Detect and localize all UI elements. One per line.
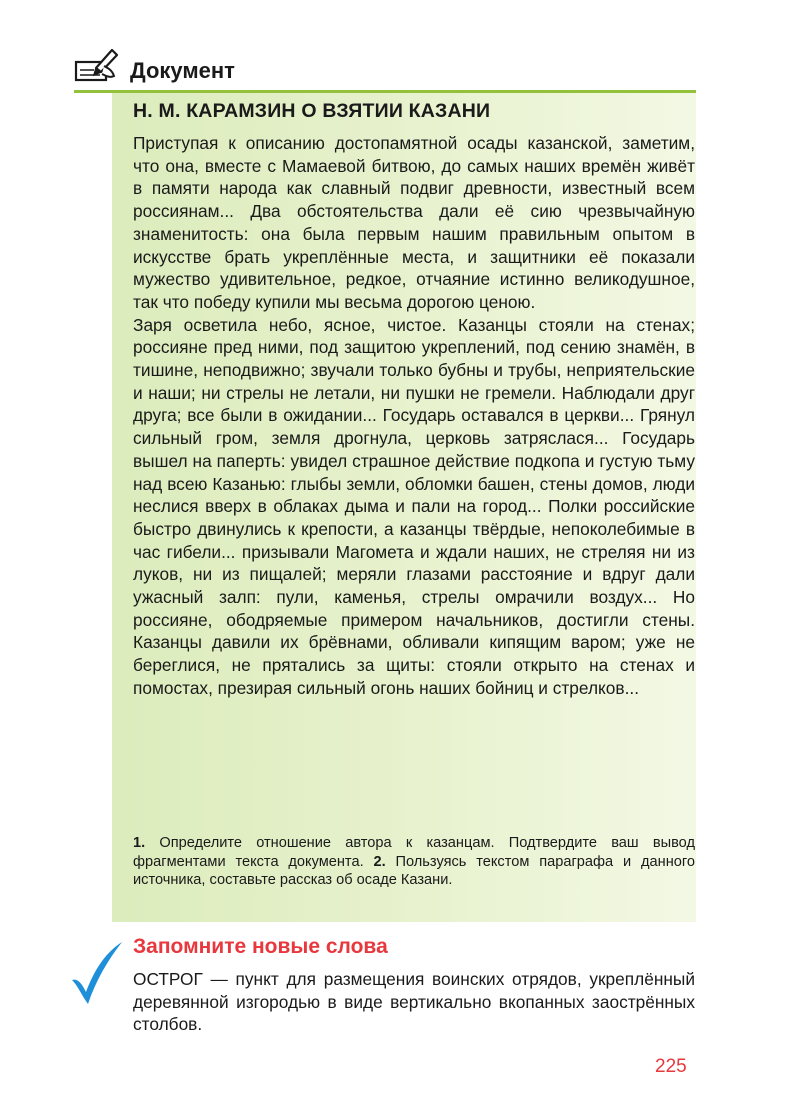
question-2-text: Пользуясь текстом параграфа и данного источника, составьте рассказ об осаде Казани. <box>133 853 695 888</box>
new-words-title: Запомните новые слова <box>133 935 388 958</box>
writing-hand-icon <box>74 46 120 86</box>
new-words-definition: ОСТРОГ — пункт для размещения воинских отрядов, укреплённый деревянной изгородью в виде вертикально вкопанных заострённых столбов. <box>133 969 695 1035</box>
document-heading: Н. М. КАРАМЗИН О ВЗЯТИИ КАЗАНИ <box>133 100 491 122</box>
page-number: 225 <box>655 1056 687 1077</box>
document-body <box>133 132 695 700</box>
section-title: Документ <box>130 58 235 83</box>
document-paragraph-2: Заря осветила небо, ясное, чистое. Казанцы стояли на стенах; россияне пред ними, под защитою укреплений, под сению знамён, в тишине, неподвижно; звучали только бубны и трубы, неприятельские и наши; ни стрелы не летали, ни пушки не гремели. Наблюдали друг друга; все были в ожидании... Государь оставался в церкви... Грянул сильный гром, земля дрогнула, церковь затряслася... Государь вышел на паперть: увидел страшное действие подкопа и густую тьму над всею Казанью: глыбы земли, обломки башен, стены домов, люди неслися вверх в облаках дыма и пали на город... Полки российские быстро двинулись к крепости, а казанцы твёрдые, непоколебимые в час гибели... призывали Магомета и ждали наших, не стреляя ни из луков, ни из пищалей; меряли глазами расстояние и вдруг дали ужасный залп: пули, каменья, стрелы омрачили воздух... Но россияне, ободряемые примером начальников, достигли стены. Казанцы давили их брёвнами, обливали кипящим варом; уже не береглися, не прятались за щиты: стояли открыто на стенах и помостах, презирая сильный огонь наших бойниц и стрелков... <box>133 314 695 698</box>
question-1-number: 1. <box>133 835 146 851</box>
question-2-number: 2. <box>373 853 386 870</box>
questions-block <box>133 834 695 890</box>
checkmark-icon <box>68 940 124 1006</box>
question-1-text: Определите отношение автора к казанцам. Подтвердите ваш вывод фрагментами текста документа. <box>133 835 695 870</box>
section-divider <box>74 90 696 93</box>
document-paragraph-1: Приступая к описанию достопамятной осады казанской, заметим, что она, вместе с Мамаевой битвою, до самых наших времён живёт в памяти народа как славный подвиг древности, известный всем россиянам... Два обстоятельства дали её сию чрезвычайную знаменитость: она была первым нашим правильным опытом в искусстве брать укреплённые места, и защитники её показали мужество удивительное, редкое, отчаяние истинно великодушное, так что победу купили мы весьма дорогою ценою. <box>133 133 695 312</box>
